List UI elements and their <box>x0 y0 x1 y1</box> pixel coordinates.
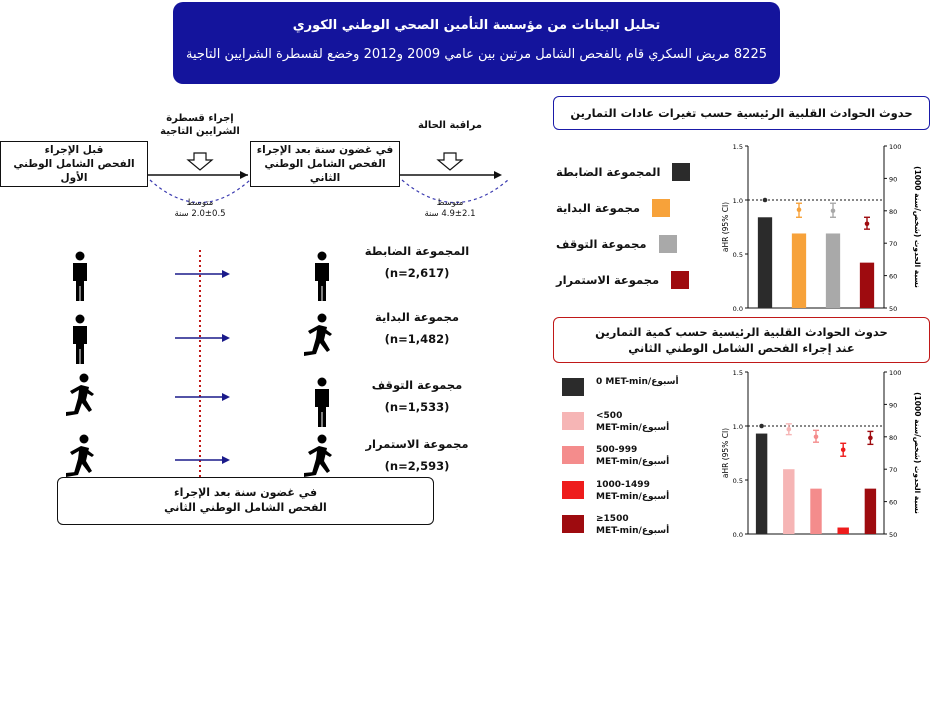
interval-2-value: 4.9±2.1 سنة <box>424 209 476 220</box>
catheter-step-line2: الشرايين التاجية <box>160 126 240 137</box>
hr-point <box>831 209 836 214</box>
interval-2-caption: متوسط <box>436 198 464 208</box>
bottom-box-line2: الفحص الشامل الوطني الثاني <box>164 501 327 514</box>
y-axis-label: aHR (95% CI) <box>721 427 730 479</box>
y2-tick-label: 50 <box>889 305 898 313</box>
hr-point <box>841 447 846 452</box>
y-tick-label: 0.0 <box>732 531 743 539</box>
legend-unit: أسبوع <box>641 491 670 502</box>
y-tick-label: 0.5 <box>732 477 743 485</box>
hr-point <box>797 207 802 212</box>
y2-tick-label: 100 <box>889 143 902 151</box>
legend-swatch <box>562 481 584 499</box>
group-cessation <box>362 375 472 419</box>
group-count: (n=2,617) <box>384 265 450 280</box>
catheter-step-line1: إجراء قسطرة <box>166 113 234 124</box>
person-running-icon <box>66 374 94 417</box>
y-tick-label: 0.5 <box>732 251 743 259</box>
hr-point <box>868 436 873 441</box>
arrow-right-icon <box>222 456 230 464</box>
legend-label-unit: MET-min/ <box>596 525 642 536</box>
legend-label: ≥1500 <box>596 513 629 524</box>
bar <box>826 233 840 308</box>
y-tick-label: 1.0 <box>732 423 743 431</box>
y-tick-label: 1.5 <box>732 369 743 377</box>
legend-unit: أسبوع <box>641 457 670 468</box>
person-running-icon <box>304 435 332 478</box>
y2-tick-label: 60 <box>889 498 898 507</box>
before-box-line1: قبل الإجراء <box>44 143 104 156</box>
y2-tick-label: 50 <box>889 531 898 539</box>
hr-point <box>763 198 768 203</box>
panel2-legend <box>562 376 712 537</box>
legend-item <box>562 376 712 396</box>
y2-tick-label: 100 <box>889 369 902 377</box>
before-box-line2: الفحص الشامل الوطني الأول <box>13 157 135 185</box>
legend-item <box>562 410 712 434</box>
person-standing-icon <box>315 378 329 428</box>
y-tick-label: 0.0 <box>732 305 743 313</box>
legend-item <box>556 271 706 289</box>
legend-label-unit: MET-min/ <box>596 491 642 502</box>
arrow-right-icon <box>222 334 230 342</box>
bar <box>756 434 767 534</box>
bar <box>860 263 874 308</box>
bar <box>837 528 848 534</box>
panel1-chart <box>712 138 934 320</box>
y2-tick-label: 80 <box>889 207 898 216</box>
before-procedure-box <box>0 141 148 187</box>
hr-point <box>759 424 764 429</box>
y2-tick-label: 90 <box>889 175 898 184</box>
y2-tick-label: 90 <box>889 401 898 410</box>
header-title: تحليل البيانات من مؤسسة التأمين الصحي الوطني الكوري <box>292 18 661 33</box>
panel2-title <box>553 317 930 363</box>
header-subtitle: 8225 مريض السكري قام بالفحص الشامل مرتين بين عامي 2009 و2012 وخضع لقسطرة الشرايين التاجية <box>185 47 767 62</box>
y2-tick-label: 60 <box>889 272 898 281</box>
legend-swatch <box>562 378 584 396</box>
within-box-line1: في غضون سنة بعد الإجراء <box>256 143 394 156</box>
legend-swatch <box>562 446 584 464</box>
legend-item <box>556 235 706 253</box>
catheter-step-label <box>155 112 245 138</box>
group-control <box>362 241 472 285</box>
person-standing-icon <box>73 252 87 302</box>
person-standing-icon <box>315 252 329 302</box>
y-tick-label: 1.0 <box>732 197 743 205</box>
interval-1-caption: متوسط <box>186 198 214 208</box>
legend-swatch <box>671 271 689 289</box>
legend-swatch <box>672 163 690 181</box>
legend-unit: أسبوع <box>651 377 679 387</box>
group-name: المجموعة الضابطة <box>364 244 470 258</box>
person-standing-icon <box>73 315 87 365</box>
legend-swatch <box>562 515 584 533</box>
arrow-right-icon <box>222 270 230 278</box>
legend-label-unit: MET-min/ <box>596 423 642 434</box>
interval-1-label <box>165 198 235 220</box>
legend-item <box>562 444 712 468</box>
y2-axis-label: نسبة الحدوث (شخص/سنة 1000) <box>913 392 922 514</box>
arrow-right-icon <box>222 393 230 401</box>
timeline-arrowhead-2 <box>494 171 502 179</box>
y2-tick-label: 80 <box>889 433 898 442</box>
group-count: (n=2,593) <box>384 458 450 473</box>
hr-point <box>814 435 819 440</box>
legend-label: 500-999 <box>596 445 638 456</box>
interval-1-value: 2.0±0.5 سنة <box>174 209 226 220</box>
panel2-title-line1: حدوث الحوادث القلبية الرئيسية حسب كمية التمارين <box>595 324 888 339</box>
legend-label: مجموعة البداية <box>556 201 640 215</box>
panel1-legend <box>556 163 706 289</box>
legend-label: مجموعة التوقف <box>556 237 647 251</box>
legend-unit: أسبوع <box>641 525 670 536</box>
legend-swatch <box>659 235 677 253</box>
group-name: مجموعة البداية <box>375 310 459 324</box>
group-count: (n=1,482) <box>384 331 450 346</box>
legend-label: المجموعة الضابطة <box>556 165 661 179</box>
panel1-title: حدوث الحوادث القلبية الرئيسية حسب تغيرات عادات التمارين <box>553 96 930 130</box>
hr-point <box>865 221 870 226</box>
bar <box>783 469 794 534</box>
group-count: (n=1,533) <box>384 399 450 414</box>
legend-item <box>562 479 712 503</box>
legend-label: <500 <box>596 411 623 421</box>
followup-down-arrow-icon <box>438 153 462 170</box>
y-tick-label: 1.5 <box>732 143 743 151</box>
legend-item <box>556 199 706 217</box>
group-initiation <box>362 307 472 351</box>
group-continuation <box>362 434 472 478</box>
bar <box>810 489 821 534</box>
legend-item <box>556 163 706 181</box>
group-transition-graphic <box>0 235 380 485</box>
legend-label: 1000-1499 <box>596 479 650 490</box>
bottom-box-line1: في غضون سنة بعد الإجراء <box>173 486 318 500</box>
y-axis-label: aHR (95% CI) <box>721 201 730 253</box>
panel2-title-line2: عند إجراء الفحص الشامل الوطني الثاني <box>628 341 855 355</box>
bar <box>792 233 806 308</box>
group-name: مجموعة التوقف <box>371 378 463 392</box>
y2-tick-label: 70 <box>889 466 898 475</box>
followup-step-label: مراقبة الحالة <box>418 120 482 131</box>
legend-label: مجموعة الاستمرار <box>556 273 660 287</box>
legend-label-unit: MET-min/ <box>596 457 642 468</box>
y2-tick-label: 70 <box>889 240 898 249</box>
hr-point <box>787 427 792 432</box>
person-running-icon <box>66 435 94 478</box>
timeline-arrowhead-1 <box>240 171 248 179</box>
y2-axis-label: نسبة الحدوث (شخص/سنة 1000) <box>913 166 922 288</box>
panel2-chart <box>712 364 934 546</box>
legend-item <box>562 513 712 537</box>
person-running-icon <box>304 314 332 357</box>
bottom-timepoint-box <box>57 477 434 525</box>
legend-label: 0 MET-min/ <box>596 377 652 387</box>
within-box-line2: الفحص الشامل الوطني الثاني <box>264 157 386 185</box>
legend-swatch <box>652 199 670 217</box>
bar <box>758 217 772 308</box>
group-name: مجموعة الاستمرار <box>365 437 469 451</box>
bar <box>865 489 876 534</box>
legend-unit: أسبوع <box>641 423 670 434</box>
legend-swatch <box>562 412 584 430</box>
interval-2-label <box>415 198 485 220</box>
within-year-box <box>250 141 400 187</box>
catheter-down-arrow-icon <box>188 153 212 170</box>
